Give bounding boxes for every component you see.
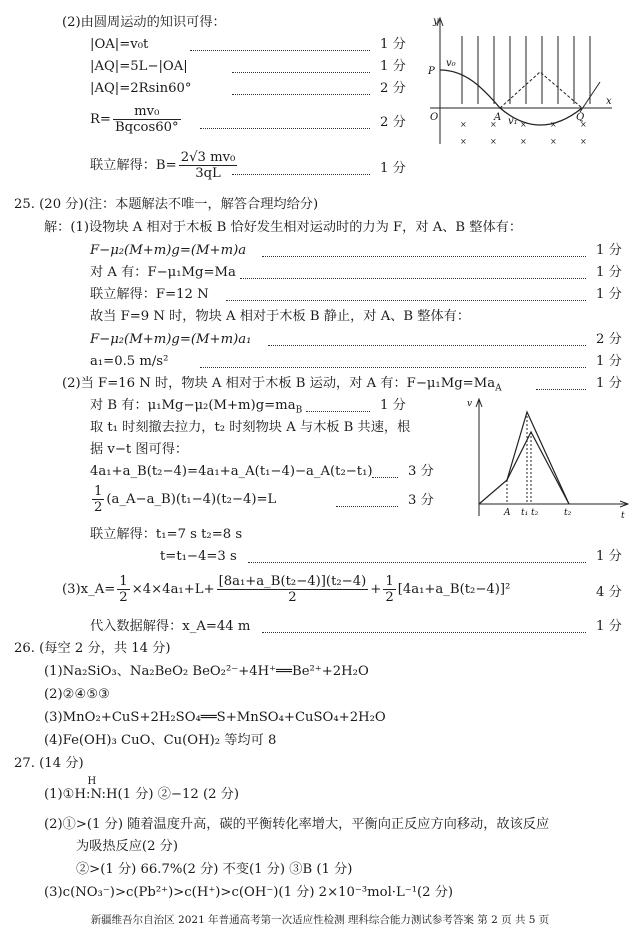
q24-eq5-lhs: 联立解得：B= xyxy=(90,158,177,173)
score: 4 分 xyxy=(596,585,622,600)
score: 2 分 xyxy=(596,332,622,347)
svg-text:×: × xyxy=(580,120,587,129)
leader-dots xyxy=(232,72,370,73)
fraction-den: 2 xyxy=(288,590,297,605)
leader-dots xyxy=(336,506,398,507)
leader-dots xyxy=(232,174,370,175)
q25-p2-line7: 联立解得：t₁=7 s t₂=8 s xyxy=(90,527,243,542)
q25-p1-eq1: F−μ₂(M+m)g=(M+m)a xyxy=(90,243,247,258)
fraction-num: 2√3 mv₀ xyxy=(180,150,236,165)
q25-p2-line8: t=t₁−4=3 s xyxy=(160,549,237,564)
page-footer: 新疆维吾尔自治区 2021 年普通高考第一次适应性检测 理科综合能力测试参考答案 第 2 页 共 5 页 xyxy=(90,914,550,926)
q24-field-figure xyxy=(420,12,620,152)
label-a: A xyxy=(494,112,502,123)
label-t2b: t₂ xyxy=(564,508,572,518)
score: 2 分 xyxy=(380,115,406,130)
label-4: A xyxy=(504,508,511,518)
q25-p3-mid: ×4×4a₁+L+ xyxy=(131,582,215,597)
q25-p1-note: 故当 F=9 N 时，物块 A 相对于木板 B 静止，对 A、B 整体有： xyxy=(90,309,471,324)
q24-eq3: |AQ|=2Rsin60° xyxy=(90,81,192,96)
fraction xyxy=(383,574,395,605)
q25-p2-line6 xyxy=(90,484,276,515)
q25-p3-result: 代入数据解得：x_A=44 m xyxy=(90,619,251,634)
score: 1 分 xyxy=(596,376,622,391)
fraction xyxy=(117,574,129,605)
q24-heading: (2)由圆周运动的知识可得： xyxy=(62,15,226,30)
leader-dots xyxy=(248,562,586,563)
svg-text:×: × xyxy=(520,137,527,146)
leader-dots xyxy=(268,345,586,346)
fraction-num: 1 xyxy=(119,574,128,589)
leader-dots xyxy=(536,389,586,390)
q25-p1-eq4: F−μ₂(M+m)g=(M+m)a₁ xyxy=(90,332,252,347)
q25-vt-graph xyxy=(455,392,635,522)
fraction xyxy=(113,104,181,135)
q25-p1-eq3: 联立解得：F=12 N xyxy=(90,287,209,302)
score: 1 分 xyxy=(380,161,406,176)
q27-heading: 27. (14 分) xyxy=(14,756,84,771)
fraction-den: 2 xyxy=(119,590,128,605)
q27-line2b: 为吸热反应(2 分) xyxy=(76,839,178,854)
leader-dots xyxy=(190,50,370,51)
svg-text:×: × xyxy=(460,120,467,129)
q26-line1: (1)Na₂SiO₃、Na₂BeO₂ BeO₂²⁻+4H⁺══Be²⁺+2H₂O xyxy=(44,664,369,679)
score: 1 分 xyxy=(596,265,622,280)
q24-eq1: |OA|=v₀t xyxy=(90,37,149,52)
label-t: t xyxy=(621,511,625,521)
svg-text:×: × xyxy=(490,137,497,146)
score: 1 分 xyxy=(596,287,622,302)
svg-text:×: × xyxy=(490,120,497,129)
svg-text:×: × xyxy=(580,137,587,146)
fraction-den: 3qL xyxy=(195,166,221,181)
score: 1 分 xyxy=(380,59,406,74)
fraction-den: 2 xyxy=(94,500,103,515)
fraction-num: 1 xyxy=(385,574,394,589)
q25-p2-line2-text: 对 B 有：μ₁Mg−μ₂(M+m)g=ma xyxy=(90,398,296,413)
label-v1: v₁ xyxy=(508,116,518,127)
q27-line3: (3)c(NO₃⁻)>c(Pb²⁺)>c(H⁺)>c(OH⁻)(1 分) 2×10⁻³mol·L⁻¹(2 分) xyxy=(44,885,454,900)
q26-line4: (4)Fe(OH)₃ CuO、Cu(OH)₂ 等均可 8 xyxy=(44,733,277,748)
leader-dots xyxy=(200,128,370,129)
q26-line2: (2)②④⑤③ xyxy=(44,687,110,702)
q25-p3-plus: + xyxy=(370,582,382,597)
q26-heading: 26. (每空 2 分，共 14 分) xyxy=(14,641,171,656)
svg-text:×: × xyxy=(550,120,557,129)
q24-eq2: |AQ|=5L−|OA| xyxy=(90,59,188,74)
q24-eq4 xyxy=(90,104,183,135)
label-v: v xyxy=(467,399,473,409)
q27-line1 xyxy=(44,776,240,804)
fraction xyxy=(92,484,104,515)
q25-p2-line2 xyxy=(90,397,302,420)
fraction xyxy=(217,574,369,605)
fraction-num: 1 xyxy=(94,484,103,499)
score: 1 分 xyxy=(380,37,406,52)
svg-text:×: × xyxy=(520,120,527,129)
subscript: B xyxy=(295,405,303,416)
q26-line3: (3)MnO₂+CuS+2H₂SO₄══S+MnSO₄+CuSO₄+2H₂O xyxy=(44,710,386,725)
score: 1 分 xyxy=(596,549,622,564)
fraction-num: [8a₁+a_B(t₂−4)](t₂−4) xyxy=(218,574,367,589)
svg-text:×: × xyxy=(550,137,557,146)
structure-formula: H:N:H xyxy=(74,787,118,802)
leader-dots xyxy=(232,94,370,95)
q25-heading: 25. (20 分)(注：本题解法不唯一，解答合理均给分) xyxy=(14,197,319,212)
leader-dots xyxy=(240,278,586,279)
label-t1: t₁ xyxy=(521,508,529,518)
q25-p3-tail: [4a₁+a_B(t₂−4)]² xyxy=(397,582,511,597)
q25-p2-line1 xyxy=(62,375,502,398)
leader-dots xyxy=(262,632,586,633)
score: 1 分 xyxy=(596,243,622,258)
ammonia-structure xyxy=(74,776,118,804)
score: 1 分 xyxy=(596,354,622,369)
line-a xyxy=(479,412,569,504)
label-v0: v₀ xyxy=(446,58,456,69)
q25-p3-eq xyxy=(62,574,510,605)
q25-p3-lead: (3)x_A= xyxy=(62,582,116,597)
subscript: A xyxy=(495,383,502,394)
score: 1 分 xyxy=(596,619,622,634)
q27-line2c: ②>(1 分) 66.7%(2 分) 不变(1 分) ③B (1 分) xyxy=(76,862,353,877)
structure-top-h: H xyxy=(87,776,97,787)
fraction-num: mv₀ xyxy=(113,104,181,120)
leader-dots xyxy=(306,411,370,412)
leader-dots xyxy=(226,300,586,301)
label-x: x xyxy=(606,96,612,107)
fraction-den: 2 xyxy=(385,590,394,605)
q27-line1-pre: (1)① xyxy=(44,787,75,802)
q25-p1-eq5: a₁=0.5 m/s² xyxy=(90,354,169,369)
fraction-den: Bqcos60° xyxy=(114,120,179,135)
leader-dots xyxy=(372,477,398,478)
q25-p2-line1-text: (2)当 F=16 N 时，物块 A 相对于木板 B 运动，对 A 有：F−μ₁Mg=Ma xyxy=(62,376,496,391)
fraction xyxy=(179,150,238,181)
line-b xyxy=(507,432,569,504)
q25-p1-eq2: 对 A 有：F−μ₁Mg=Ma xyxy=(90,265,236,280)
label-y: y xyxy=(433,16,439,27)
dashed-path xyxy=(500,72,582,108)
label-t2: t₂ xyxy=(531,508,539,518)
svg-text:×: × xyxy=(460,137,467,146)
q27-line2a: (2)①>(1 分) 随着温度升高，碳的平衡转化率增大，平衡向正反应方向移动，故该反应 xyxy=(44,817,550,832)
score: 3 分 xyxy=(408,464,434,479)
score: 2 分 xyxy=(380,81,406,96)
leader-dots xyxy=(200,367,586,368)
score: 1 分 xyxy=(380,398,406,413)
label-o: O xyxy=(430,112,439,123)
trajectory xyxy=(440,70,500,108)
q25-p2-line4: 据 v−t 图可得： xyxy=(90,442,189,457)
q24-eq4-lhs: R= xyxy=(90,112,111,127)
leader-dots xyxy=(262,256,586,257)
label-p: P xyxy=(428,66,435,77)
q25-p1-intro: 解：(1)设物块 A 相对于木板 B 恰好发生相对运动时的力为 F，对 A、B 整体有： xyxy=(44,220,523,235)
q25-p2-line3: 取 t₁ 时刻撤去拉力，t₂ 时刻物块 A 与木板 B 共速，根 xyxy=(90,420,411,435)
q27-line1-post: (1 分) ②−12 (2 分) xyxy=(117,787,240,802)
q24-eq5 xyxy=(90,150,239,181)
q25-p2-line6-text: (a_A−a_B)(t₁−4)(t₂−4)=L xyxy=(106,492,277,507)
q25-p2-line5: 4a₁+a_B(t₂−4)=4a₁+a_A(t₁−4)−a_A(t₂−t₁) xyxy=(90,464,373,479)
label-q: Q xyxy=(576,112,585,123)
score: 3 分 xyxy=(408,493,434,508)
